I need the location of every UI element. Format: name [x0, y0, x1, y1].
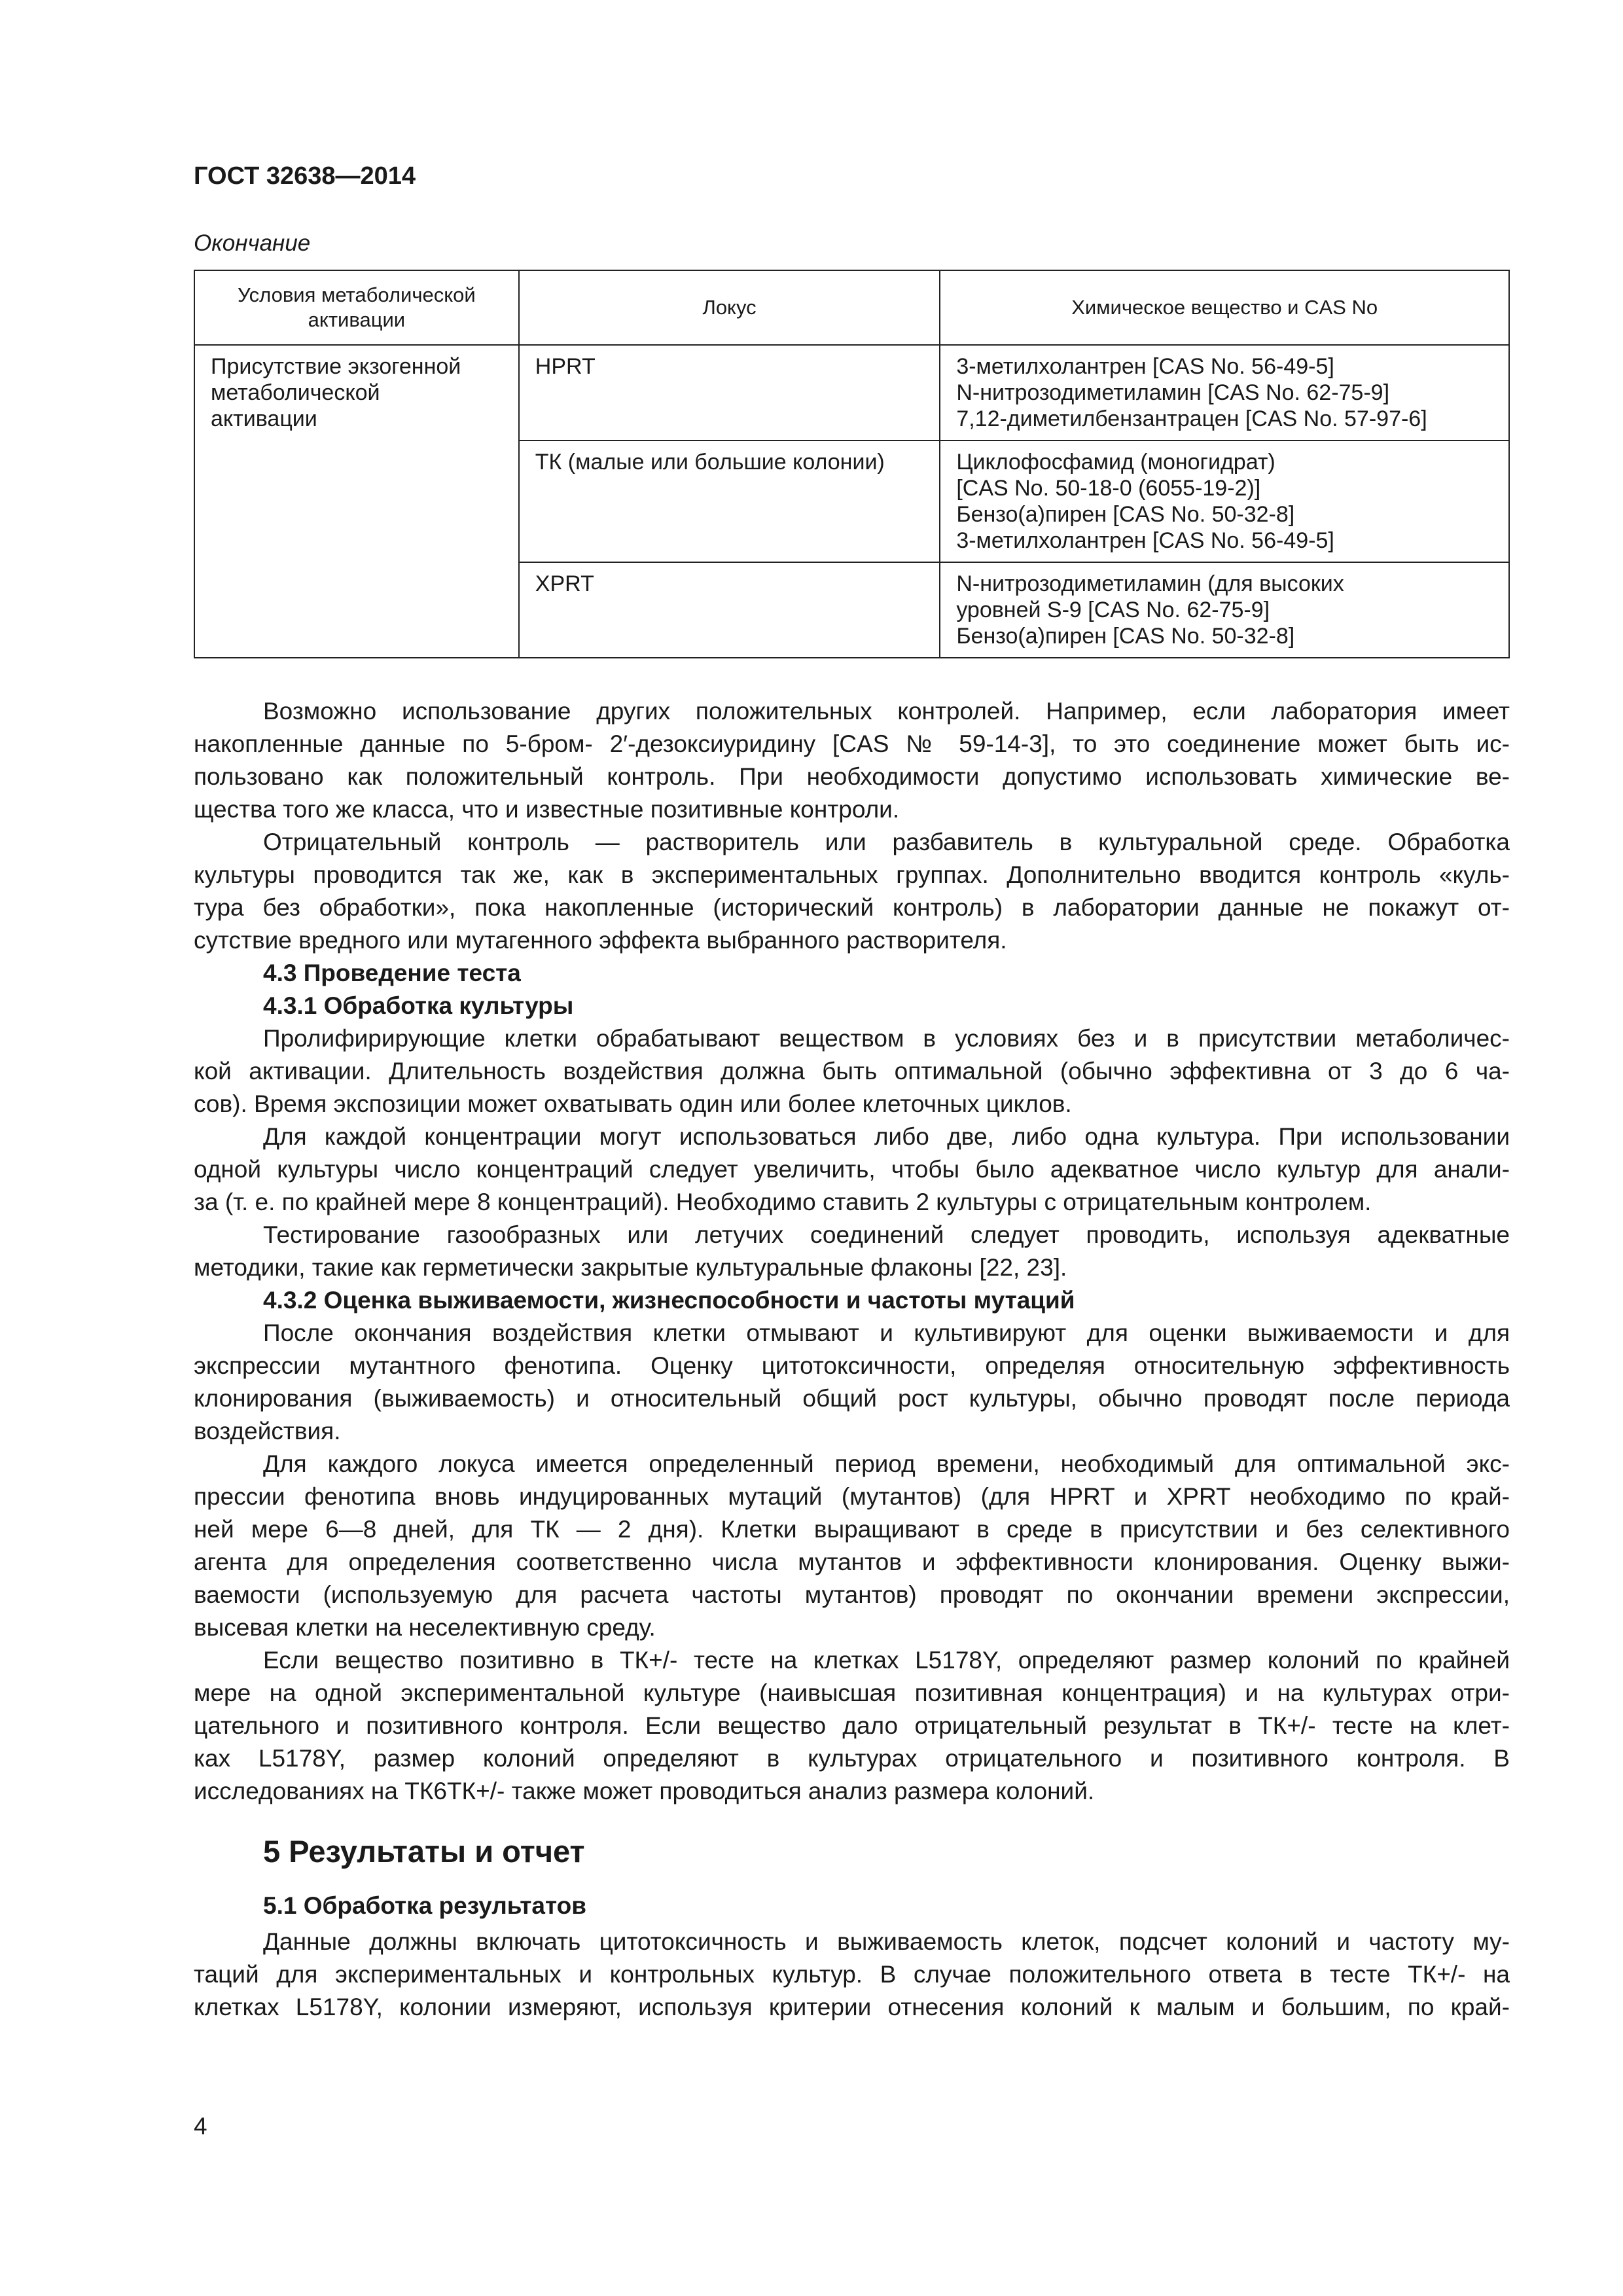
text-line: за (т. е. по крайней мере 8 концентраций). Необходимо ставить 2 культуры с отрицательным контролем. [194, 1189, 1372, 1215]
text-line: накопленные данные по 5-бром- 2′-дезоксиуридину [CAS № 59-14-3], то это соединение может быть ис- [194, 730, 1510, 757]
document-code: ГОСТ 32638—2014 [194, 162, 416, 190]
text-line: пользовано как положительный контроль. При необходимости допустимо использовать химические ве- [194, 763, 1510, 790]
text-line: экспрессии мутантного фенотипа. Оценку цитотоксичности, определяя относительную эффективность [194, 1352, 1510, 1379]
text-line: цательного и позитивного контроля. Если вещество дало отрицательный результат в ТК+/- тесте на клет- [194, 1712, 1510, 1739]
text-line: щества того же класса, что и известные позитивные контроли. [194, 796, 900, 823]
text-line: воздействия. [194, 1418, 341, 1444]
table-row [194, 345, 1509, 440]
locus-cell: XPRT [519, 562, 940, 658]
header-locus: Локус [519, 270, 940, 345]
text-line: Возможно использование других положительных контролей. Например, если лаборатория имеет [263, 698, 1510, 725]
paragraph-positive-controls [194, 695, 1510, 826]
text-line: Для каждой концентрации могут использоваться либо две, либо одна культура. При использовании [263, 1123, 1510, 1150]
text-line: ней мере 6—8 дней, для ТК — 2 дня). Клетки выращивают в среде в присутствии и без селективного [194, 1516, 1510, 1543]
text-line: методики, такие как герметически закрытые культуральные флаконы [22, 23]. [194, 1254, 1067, 1281]
table-header-row [194, 270, 1509, 345]
text-line: сов). Время экспозиции может охватывать один или более клеточных циклов. [194, 1090, 1072, 1117]
paragraph-negative-control [194, 826, 1510, 957]
text-line: культуры проводится так же, как в экспериментальных группах. Дополнительно вводится контроль «куль- [194, 861, 1510, 888]
heading-5-1: 5.1 Обработка результатов [263, 1892, 586, 1919]
text-line: высевая клетки на неселективную среду. [194, 1614, 656, 1641]
text-line: исследованиях на ТК6ТК+/- также может проводиться анализ размера колоний. [194, 1778, 1095, 1804]
text-line: прессии фенотипа вновь индуцированных мутаций (мутантов) (для HPRT и XPRT необходимо по край- [194, 1483, 1510, 1510]
chemical-cell: Циклофосфамид (моногидрат) [CAS No. 50-18-0 (6055-19-2)] Бензо(а)пирен [CAS No. 50-32-8] 3-метилхолантрен [CAS No. 56-49-5] [940, 440, 1509, 562]
text-line: Для каждого локуса имеется определенный период времени, необходимый для оптимальной экс- [263, 1450, 1510, 1477]
table-continuation-label: Окончание [194, 230, 311, 256]
text-line: Данные должны включать цитотоксичность и выживаемость клеток, подсчет колоний и частоту му- [263, 1928, 1510, 1955]
text-line: таций для экспериментальных и контрольных культур. В случае положительного ответа в тесте ТК+/- на [194, 1961, 1510, 1988]
text-line: После окончания воздействия клетки отмывают и культивируют для оценки выживаемости и для [263, 1319, 1510, 1346]
text-line: Отрицательный контроль — растворитель или разбавитель в культуральной среде. Обработка [263, 829, 1510, 855]
header-conditions: Условия метаболической активации [194, 270, 519, 345]
text-line: Пролифирирующие клетки обрабатывают веществом в условиях без и в присутствии метаболичес- [263, 1025, 1510, 1052]
paragraph-survival [194, 1317, 1510, 1448]
text-line: ваемости (используемую для расчета частоты мутантов) проводят по окончании времени экспрессии, [194, 1581, 1510, 1608]
text-line: сутствие вредного или мутагенного эффекта выбранного растворителя. [194, 927, 1007, 954]
text-line: мере на одной экспериментальной культуре (наивысшая позитивная концентрация) и на культурах отри- [194, 1679, 1510, 1706]
chemical-cell: 3-метилхолантрен [CAS No. 56-49-5] N-нитрозодиметиламин [CAS No. 62-75-9] 7,12-диметилбензантрацен [CAS No. 57-97-6] [940, 345, 1509, 440]
text-line: клетках L5178Y, колонии измеряют, используя критерии отнесения колоний к малым и большим, по край- [194, 1994, 1510, 2020]
text-line: клонирования (выживаемость) и относительный общий рост культуры, обычно проводят после периода [194, 1385, 1510, 1412]
paragraph-colony-size [194, 1644, 1510, 1808]
text-line: тура без обработки», пока накопленные (исторический контроль) в лаборатории данные не покажут от- [194, 894, 1510, 921]
heading-4-3-2: 4.3.2 Оценка выживаемости, жизнеспособности и частоты мутаций [263, 1287, 1075, 1314]
paragraph-volatile [194, 1219, 1510, 1284]
paragraph-treatment [194, 1022, 1510, 1121]
heading-4-3-1: 4.3.1 Обработка культуры [263, 992, 574, 1019]
heading-4-3: 4.3 Проведение теста [263, 960, 521, 986]
chemical-cell: N-нитрозодиметиламин (для высоких уровней S-9 [CAS No. 62-75-9] Бензо(а)пирен [CAS No. 50-32-8] [940, 562, 1509, 658]
body-text [194, 695, 1510, 2024]
text-line: Тестирование газообразных или летучих соединений следует проводить, используя адекватные [263, 1221, 1510, 1248]
text-line: одной культуры число концентраций следует увеличить, чтобы было адекватное число культур для анали- [194, 1156, 1510, 1183]
paragraph-concentrations [194, 1121, 1510, 1219]
heading-section-5: 5 Результаты и отчет [263, 1834, 585, 1869]
text-line: ках L5178Y, размер колоний определяют в культурах отрицательного и позитивного контроля. В [194, 1745, 1510, 1772]
locus-cell: HPRT [519, 345, 940, 440]
paragraph-results-data [194, 1926, 1510, 2024]
paragraph-expression [194, 1448, 1510, 1644]
page-number: 4 [194, 2113, 207, 2140]
text-line: агента для определения соответственно числа мутантов и эффективности клонирования. Оценку выжи- [194, 1549, 1510, 1575]
condition-cell: Присутствие экзогенной метаболической активации [194, 345, 519, 658]
locus-cell: ТК (малые или большие колонии) [519, 440, 940, 562]
chemicals-table [194, 270, 1510, 658]
text-line: Если вещество позитивно в ТК+/- тесте на клетках L5178Y, определяют размер колоний по крайней [263, 1647, 1510, 1674]
text-line: кой активации. Длительность воздействия должна быть оптимальной (обычно эффективна от 3 до 6 ча- [194, 1058, 1510, 1085]
header-chemical: Химическое вещество и CAS No [940, 270, 1509, 345]
